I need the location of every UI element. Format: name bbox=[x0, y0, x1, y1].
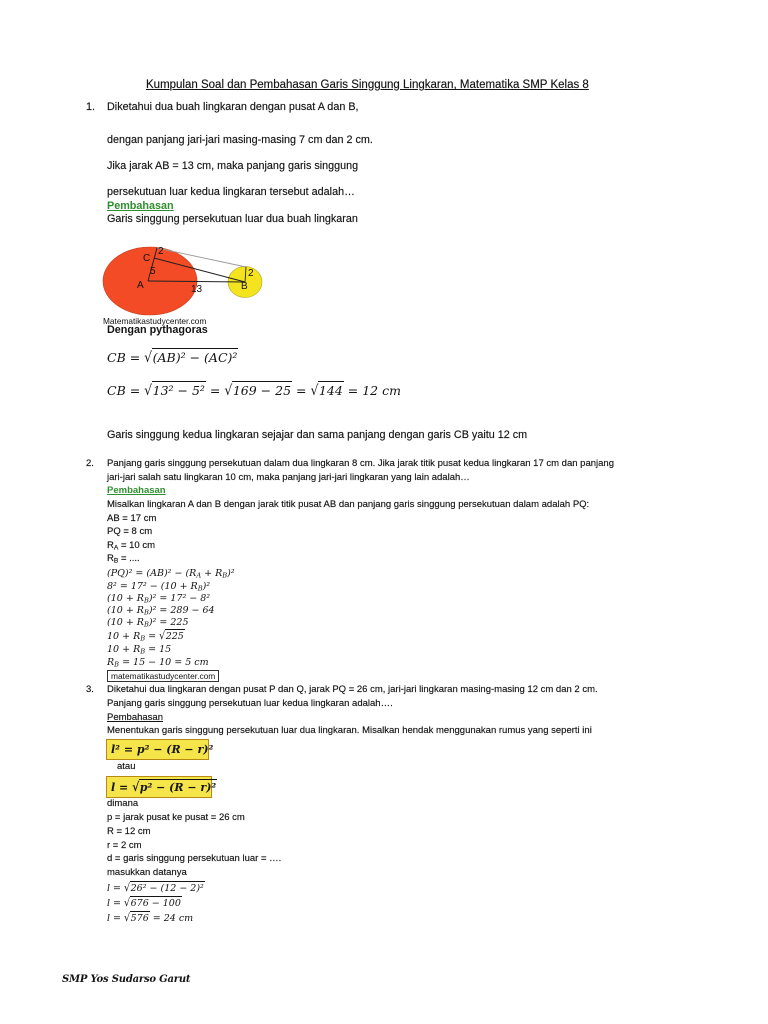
formula-text: (PQ)² = (AB)² − (R bbox=[107, 568, 197, 579]
label-point-a: A bbox=[137, 280, 144, 291]
square-root bbox=[310, 383, 343, 398]
formula-line bbox=[107, 645, 171, 655]
formula-subscript: A bbox=[113, 544, 119, 552]
label-segment-ac: 5 bbox=[150, 266, 156, 277]
formula-text: l = bbox=[107, 883, 125, 894]
source-watermark: matematikastudycenter.com bbox=[107, 670, 219, 682]
formula-text: (10 + R bbox=[107, 605, 144, 616]
dimana-label: dimana bbox=[107, 798, 139, 809]
formula-text: (10 + R bbox=[107, 617, 144, 628]
formula-subscript: B bbox=[114, 660, 120, 669]
square-root bbox=[124, 898, 182, 909]
formula-text: R bbox=[107, 540, 114, 551]
formula-text: R bbox=[107, 553, 114, 564]
solution-intro: Garis singgung persekutuan luar dua buah lingkaran bbox=[107, 213, 358, 225]
formula-text: = 10 cm bbox=[118, 540, 156, 551]
formula-text: = bbox=[145, 631, 160, 642]
formula-subscript: A bbox=[196, 571, 202, 580]
formula-line bbox=[107, 884, 205, 894]
formula-box bbox=[106, 776, 217, 798]
formula-line bbox=[107, 352, 238, 365]
footer-school-name: SMP Yos Sudarso Garut bbox=[62, 974, 191, 985]
formula-line bbox=[107, 658, 209, 668]
formula-subscript: B bbox=[143, 620, 149, 629]
formula-line bbox=[107, 606, 215, 616]
question-line: persekutuan luar kedua lingkaran tersebut adalah… bbox=[107, 186, 355, 198]
method-label: Dengan pythagoras bbox=[107, 324, 208, 336]
known-value bbox=[107, 514, 156, 524]
formula-subscript: B bbox=[143, 608, 149, 617]
question-line: Panjang garis singgung persekutuan luar kedua lingkaran adalah…. bbox=[107, 698, 393, 709]
solution-intro: Misalkan lingkaran A dan B dengan jarak titik pusat AB dan panjang garis singgung persekutuan dalam adalah PQ: bbox=[107, 499, 590, 510]
formula-text: = 15 − 10 = 5 cm bbox=[119, 657, 209, 668]
formula-box bbox=[106, 739, 214, 760]
radicand bbox=[152, 381, 206, 398]
pembahasan-heading: Pembahasan bbox=[107, 712, 163, 723]
known-value bbox=[107, 527, 152, 537]
formula-text: 10 + R bbox=[107, 631, 141, 642]
square-root bbox=[144, 383, 206, 398]
formula-text: p² − (R − r)² bbox=[139, 780, 217, 794]
formula-text: 169 − 25 bbox=[232, 383, 292, 398]
formula-line bbox=[107, 618, 189, 628]
formula-text: (AB)² − (AC)² bbox=[152, 350, 238, 365]
formula-text: = 24 cm bbox=[149, 913, 194, 924]
question-line: Diketahui dua buah lingkaran dengan pusat A dan B, bbox=[107, 101, 359, 113]
formula-line bbox=[111, 743, 213, 756]
formula-line bbox=[107, 569, 235, 579]
square-root bbox=[132, 781, 217, 794]
radicand bbox=[130, 911, 150, 924]
square-root bbox=[144, 350, 238, 365]
formula-text: 13² − 5² bbox=[152, 383, 205, 398]
formula-text: l = bbox=[107, 913, 125, 924]
label-distance-ab: 13 bbox=[191, 284, 203, 295]
formula-subscript: B bbox=[143, 596, 149, 605]
formula-subscript: B bbox=[222, 571, 228, 580]
solution-intro: Menentukan garis singgung persekutuan luar dua lingkaran. Misalkan hendak menggunakan rumus yang seperti ini bbox=[107, 725, 592, 736]
formula-text: = 12 cm bbox=[343, 383, 401, 398]
formula-text: AB = 17 cm bbox=[107, 513, 157, 524]
formula-text: )² bbox=[227, 568, 235, 579]
formula-text: = bbox=[292, 383, 311, 398]
formula-line bbox=[107, 632, 185, 642]
radicand bbox=[130, 881, 205, 894]
formula-subscript: B bbox=[113, 557, 119, 565]
question-line: Diketahui dua lingkaran dengan pusat P dan Q, jarak PQ = 26 cm, jari-jari lingkaran masing-masing 12 cm dan 2 cm. bbox=[107, 684, 598, 695]
formula-text: PQ = 8 cm bbox=[107, 526, 153, 537]
circles-diagram bbox=[100, 238, 270, 328]
formula-text: = 15 bbox=[145, 644, 172, 655]
label-radius-part: 2 bbox=[158, 246, 164, 257]
formula-line bbox=[107, 582, 210, 592]
formula-line bbox=[107, 899, 182, 909]
formula-text: 225 bbox=[165, 631, 184, 642]
formula-text: 8² = 17² − (10 + R bbox=[107, 581, 198, 592]
formula-text: l² = p² − (R − r)² bbox=[111, 743, 214, 756]
variable-definition: R = 12 cm bbox=[107, 826, 151, 837]
known-value bbox=[107, 554, 140, 564]
formula-line bbox=[107, 914, 193, 924]
formula-text: )² bbox=[202, 581, 211, 592]
pembahasan-heading: Pembahasan bbox=[107, 485, 166, 496]
formula-text: = .... bbox=[118, 553, 140, 564]
page-title: Kumpulan Soal dan Pembahasan Garis Singgung Lingkaran, Matematika SMP Kelas 8 bbox=[146, 79, 589, 91]
radicand bbox=[139, 779, 217, 794]
question-number: 1. bbox=[86, 101, 96, 113]
formula-text: CB = bbox=[107, 350, 145, 365]
formula-subscript: B bbox=[197, 584, 203, 593]
variable-definition: p = jarak pusat ke pusat = 26 cm bbox=[107, 812, 245, 823]
formula-line bbox=[111, 781, 217, 794]
formula-text: 26² − (12 − 2)² bbox=[130, 883, 204, 894]
square-root bbox=[224, 383, 292, 398]
square-root bbox=[124, 883, 205, 894]
radicand bbox=[165, 629, 185, 642]
formula-text: R bbox=[107, 657, 115, 668]
known-value bbox=[107, 541, 155, 551]
question-line: Jika jarak AB = 13 cm, maka panjang garis singgung bbox=[107, 160, 359, 172]
formula-text: CB = bbox=[107, 383, 145, 398]
formula-text: = bbox=[205, 383, 225, 398]
formula-line bbox=[107, 594, 210, 604]
question-number: 3. bbox=[86, 684, 94, 695]
diagram-caption: Matematikastudycenter.com bbox=[103, 316, 207, 326]
formula-text: + R bbox=[201, 568, 223, 579]
formula-text: )² = 225 bbox=[148, 617, 189, 628]
formula-subscript: B bbox=[140, 634, 146, 643]
formula-text: l = bbox=[107, 898, 125, 909]
formula-text: 10 + R bbox=[107, 644, 141, 655]
conclusion: Garis singgung kedua lingkaran sejajar dan sama panjang dengan garis CB yaitu 12 cm bbox=[107, 429, 528, 441]
formula-text: (10 + R bbox=[107, 593, 144, 604]
radicand bbox=[152, 348, 239, 365]
question-line: Panjang garis singgung persekutuan dalam dua lingkaran 8 cm. Jika jarak titik pusat kedua lingkaran 17 cm dan panjang bbox=[107, 458, 614, 469]
label-radius-b: 2 bbox=[248, 268, 254, 279]
formula-text: 144 bbox=[318, 383, 343, 398]
radicand bbox=[318, 381, 344, 398]
formula-text: l = bbox=[111, 780, 133, 794]
formula-text: 576 bbox=[130, 913, 149, 924]
variable-definition: d = garis singgung persekutuan luar = …. bbox=[107, 853, 282, 864]
square-root bbox=[124, 913, 150, 924]
formula-text: 676 − 100 bbox=[130, 898, 181, 909]
formula-subscript: B bbox=[140, 647, 146, 656]
label-point-c: C bbox=[143, 253, 151, 264]
question-number: 2. bbox=[86, 458, 94, 469]
formula-text: )² = 289 − 64 bbox=[148, 605, 215, 616]
masukkan-label: masukkan datanya bbox=[107, 867, 187, 878]
question-line: dengan panjang jari-jari masing-masing 7 cm dan 2 cm. bbox=[107, 134, 373, 146]
atau-label: atau bbox=[117, 761, 136, 772]
question-line: jari-jari salah satu lingkaran 10 cm, maka panjang jari-jari lingkaran yang lain adalah… bbox=[107, 472, 470, 483]
formula-line bbox=[107, 385, 401, 398]
radicand bbox=[130, 896, 182, 909]
radicand bbox=[232, 381, 292, 398]
pembahasan-heading: Pembahasan bbox=[107, 200, 174, 212]
variable-definition: r = 2 cm bbox=[107, 840, 142, 851]
formula-text: )² = 17² − 8² bbox=[148, 593, 211, 604]
label-point-b: B bbox=[241, 281, 248, 292]
square-root bbox=[159, 631, 185, 642]
